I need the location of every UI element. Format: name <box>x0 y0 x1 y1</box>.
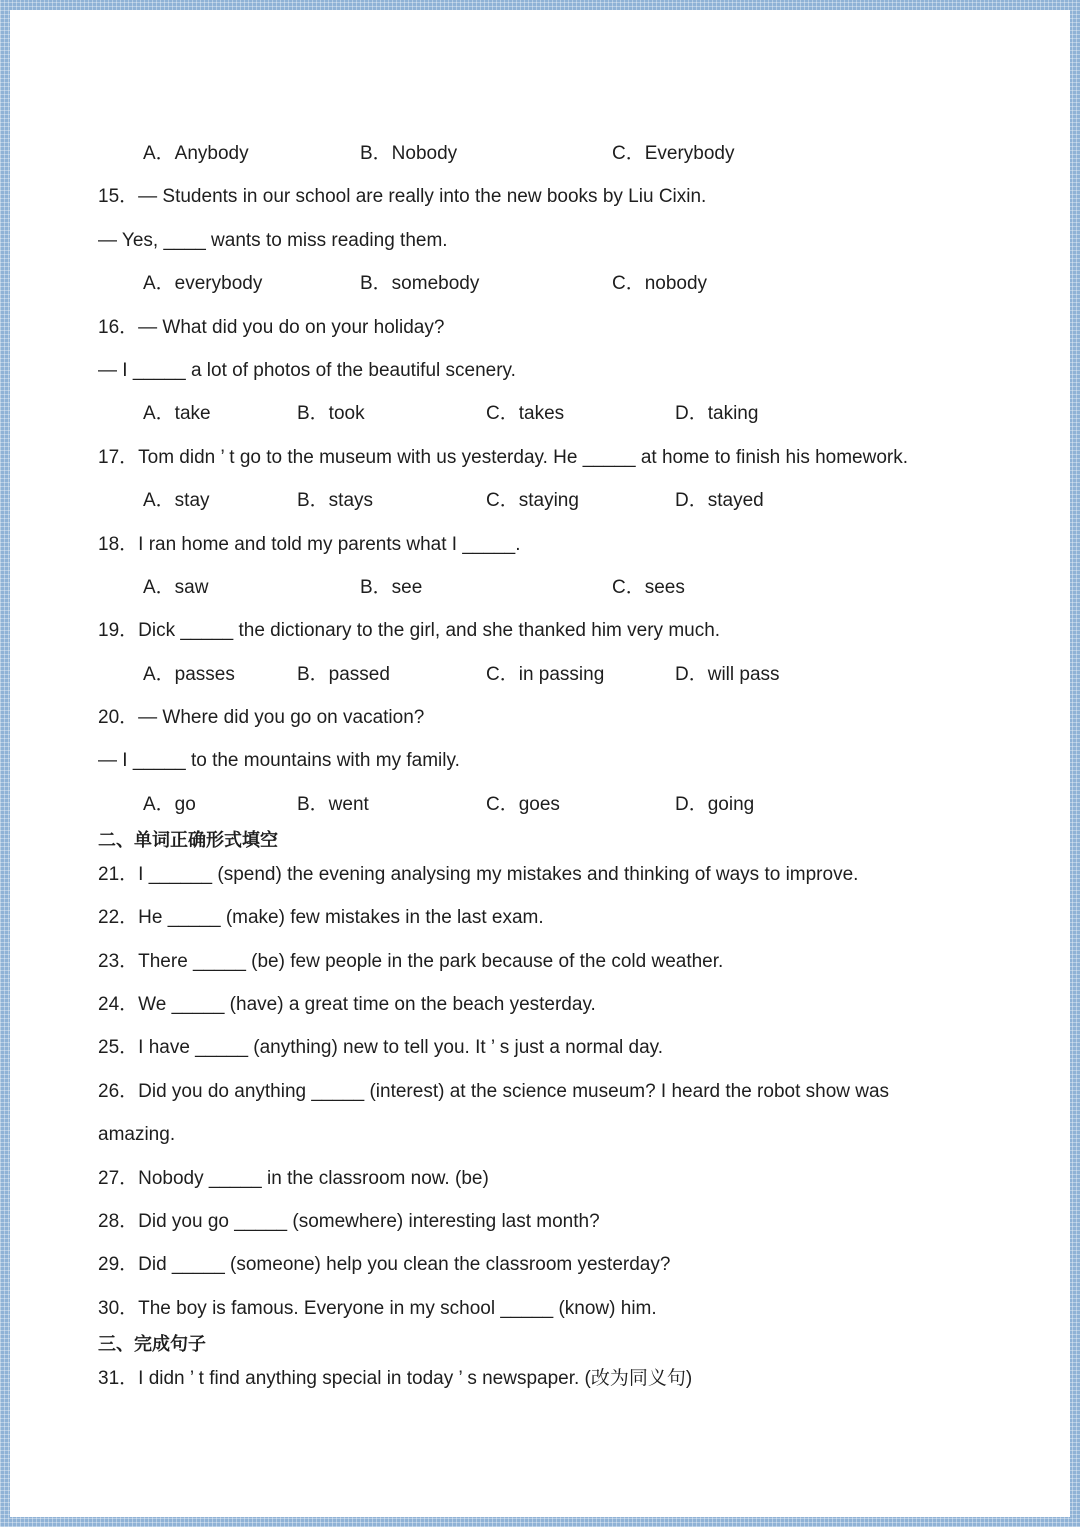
question-text: 20．— Where did you go on vacation? <box>98 707 425 729</box>
option-c: C．takes <box>486 403 565 425</box>
option-c: C．in passing <box>486 663 605 685</box>
question-text: 27．Nobody _____ in the classroom now. (be) <box>98 1167 489 1189</box>
question-text: 30．The boy is famous. Everyone in my school _____ (know) him. <box>98 1297 657 1319</box>
option-c: C．staying <box>486 490 579 512</box>
section-heading: 三、完成句子 <box>98 1333 206 1354</box>
answer-options <box>98 272 998 315</box>
question-text: — I _____ to the mountains with my family. <box>98 750 460 772</box>
question-text: 15．— Students in our school are really into the new books by Liu Cixin. <box>98 186 707 208</box>
question-text: 17．Tom didn ’ t go to the museum with us yesterday. He _____ at home to finish his homework. <box>98 446 909 468</box>
question-text: 18．I ran home and told my parents what I _____. <box>98 533 521 555</box>
answer-options <box>98 663 998 706</box>
answer-options <box>98 142 998 185</box>
option-c: C．goes <box>486 793 560 815</box>
question-text: 26．Did you do anything _____ (interest) at the science museum? I heard the robot show was <box>98 1080 890 1102</box>
answer-options <box>98 793 998 828</box>
answer-options <box>98 489 998 532</box>
option-a: A．Anybody <box>143 143 249 164</box>
option-d: D．will pass <box>675 663 780 685</box>
question-text: 21．I ______ (spend) the evening analysing my mistakes and thinking of ways to improve. <box>98 863 859 885</box>
option-a: A．take <box>143 403 211 425</box>
option-b: B．passed <box>297 663 390 685</box>
option-a: A．everybody <box>143 273 263 295</box>
option-a: A．saw <box>143 576 209 598</box>
question-text: — Yes, ____ wants to miss reading them. <box>98 229 448 251</box>
question-text: 23．There _____ (be) few people in the park because of the cold weather. <box>98 950 724 972</box>
option-d: D．taking <box>675 403 759 425</box>
option-c: C．Everybody <box>612 143 735 164</box>
option-b: B．took <box>297 403 365 425</box>
question-text: 19．Dick _____ the dictionary to the girl, and she thanked him very much. <box>98 620 721 642</box>
option-a: A．stay <box>143 490 210 512</box>
question-text: 25．I have _____ (anything) new to tell you. It ’ s just a normal day. <box>98 1037 664 1059</box>
option-b: B．see <box>360 576 423 598</box>
question-text: 16．— What did you do on your holiday? <box>98 316 445 338</box>
option-a: A．passes <box>143 663 235 685</box>
answer-options <box>98 402 998 445</box>
option-b: B．stays <box>297 490 374 512</box>
section-heading: 二、单词正确形式填空 <box>98 829 278 850</box>
question-text: 29．Did _____ (someone) help you clean the classroom yesterday? <box>98 1254 671 1276</box>
question-text: 28．Did you go _____ (somewhere) interesting last month? <box>98 1210 600 1232</box>
option-b: B．somebody <box>360 273 480 295</box>
question-text: 24．We _____ (have) a great time on the beach yesterday. <box>98 994 596 1016</box>
option-d: D．stayed <box>675 490 764 512</box>
document-page <box>10 10 1070 1517</box>
option-a: A．go <box>143 793 196 815</box>
question-text: — I _____ a lot of photos of the beautiful scenery. <box>98 359 516 381</box>
question-text: 31．I didn ’ t find anything special in today ’ s newspaper. (改为同义句) <box>98 1367 693 1389</box>
option-b: B．Nobody <box>360 143 458 164</box>
option-b: B．went <box>297 793 369 815</box>
option-d: D．going <box>675 793 755 815</box>
option-c: C．nobody <box>612 273 708 295</box>
exam-content <box>98 142 998 1410</box>
option-c: C．sees <box>612 576 685 598</box>
question-text: 22．He _____ (make) few mistakes in the last exam. <box>98 907 544 929</box>
answer-options <box>98 576 998 619</box>
question-text: amazing. <box>98 1124 176 1146</box>
